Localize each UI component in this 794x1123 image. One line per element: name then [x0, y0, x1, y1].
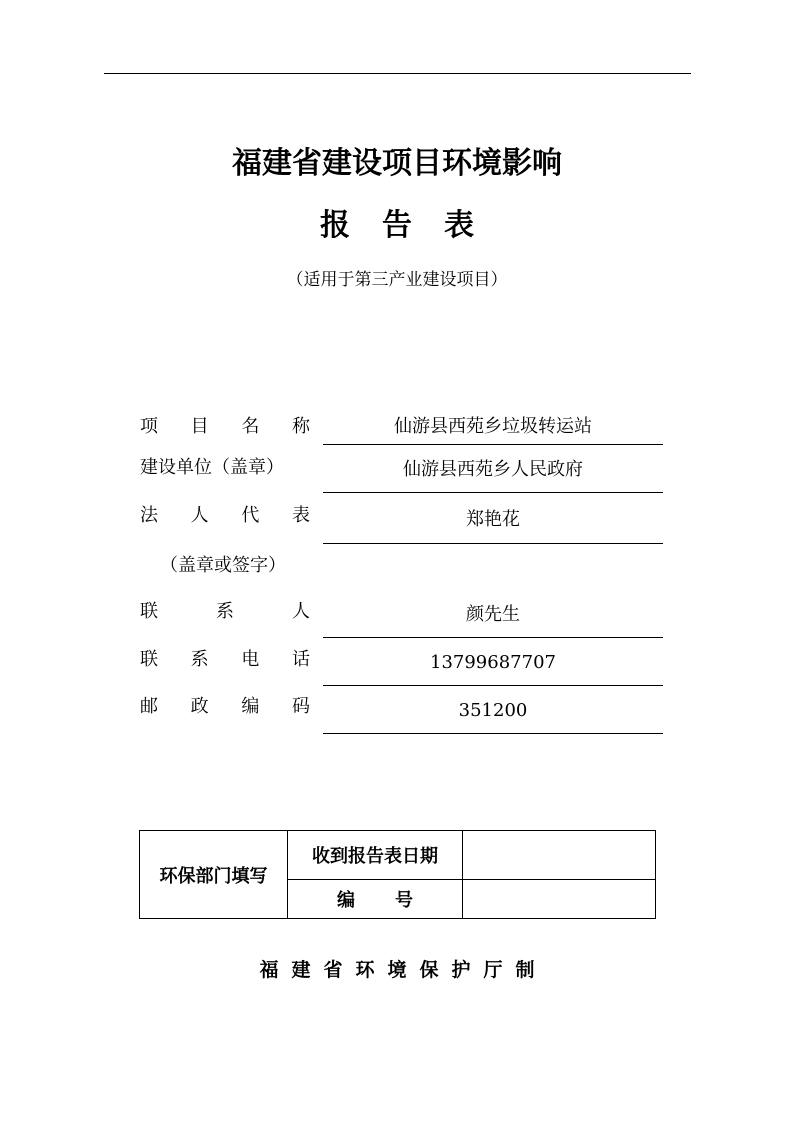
postcode-label: 邮 政 编 码 — [140, 696, 310, 717]
phone-value-row — [0, 650, 794, 680]
contact-value: 颜先生 — [466, 604, 520, 625]
document-title: 福建省建设项目环境影响 — [232, 146, 562, 181]
legal-rep-label: 法 人 代 表 — [140, 505, 310, 526]
date-value-cell[interactable] — [463, 831, 656, 880]
project-name-row — [0, 414, 794, 444]
document-subtitle: 报告表 — [320, 208, 506, 243]
unit-underline — [323, 492, 663, 493]
project-name-underline — [323, 444, 663, 445]
stamp-or-signature-hint: （盖章或签字） — [160, 555, 286, 576]
number-label: 编号 — [337, 890, 453, 911]
postcode-value-row — [0, 698, 794, 728]
dept-label-cell: 环保部门填写 — [140, 831, 288, 919]
number-label-cell — [288, 880, 463, 919]
postcode-underline — [323, 733, 663, 734]
legal-rep-value-row — [0, 507, 794, 537]
issuer-footer: 福建省环境保护厅制 — [259, 959, 548, 981]
unit-label: 建设单位（盖章） — [140, 457, 284, 478]
phone-label: 联 系 电 话 — [140, 649, 310, 670]
date-label-cell: 收到报告表日期 — [288, 831, 463, 880]
project-name-value: 仙游县西苑乡垃圾转运站 — [394, 416, 592, 437]
applicability-note: （适用于第三产业建设项目） — [286, 270, 508, 290]
contact-underline — [323, 637, 663, 638]
top-rule — [104, 73, 691, 74]
legal-rep-underline — [323, 543, 663, 544]
contact-value-row — [0, 602, 794, 632]
unit-value-row — [0, 457, 794, 487]
number-value-cell[interactable] — [463, 880, 656, 919]
postcode-value: 351200 — [458, 700, 528, 721]
dept-fill-table — [139, 830, 656, 919]
legal-rep-value: 郑艳花 — [466, 509, 520, 530]
project-name-label: 项 目 名 称 — [140, 416, 310, 437]
phone-underline — [323, 685, 663, 686]
phone-value: 13799687707 — [430, 652, 556, 673]
unit-value: 仙游县西苑乡人民政府 — [403, 459, 583, 480]
contact-label: 联 系 人 — [140, 601, 310, 622]
